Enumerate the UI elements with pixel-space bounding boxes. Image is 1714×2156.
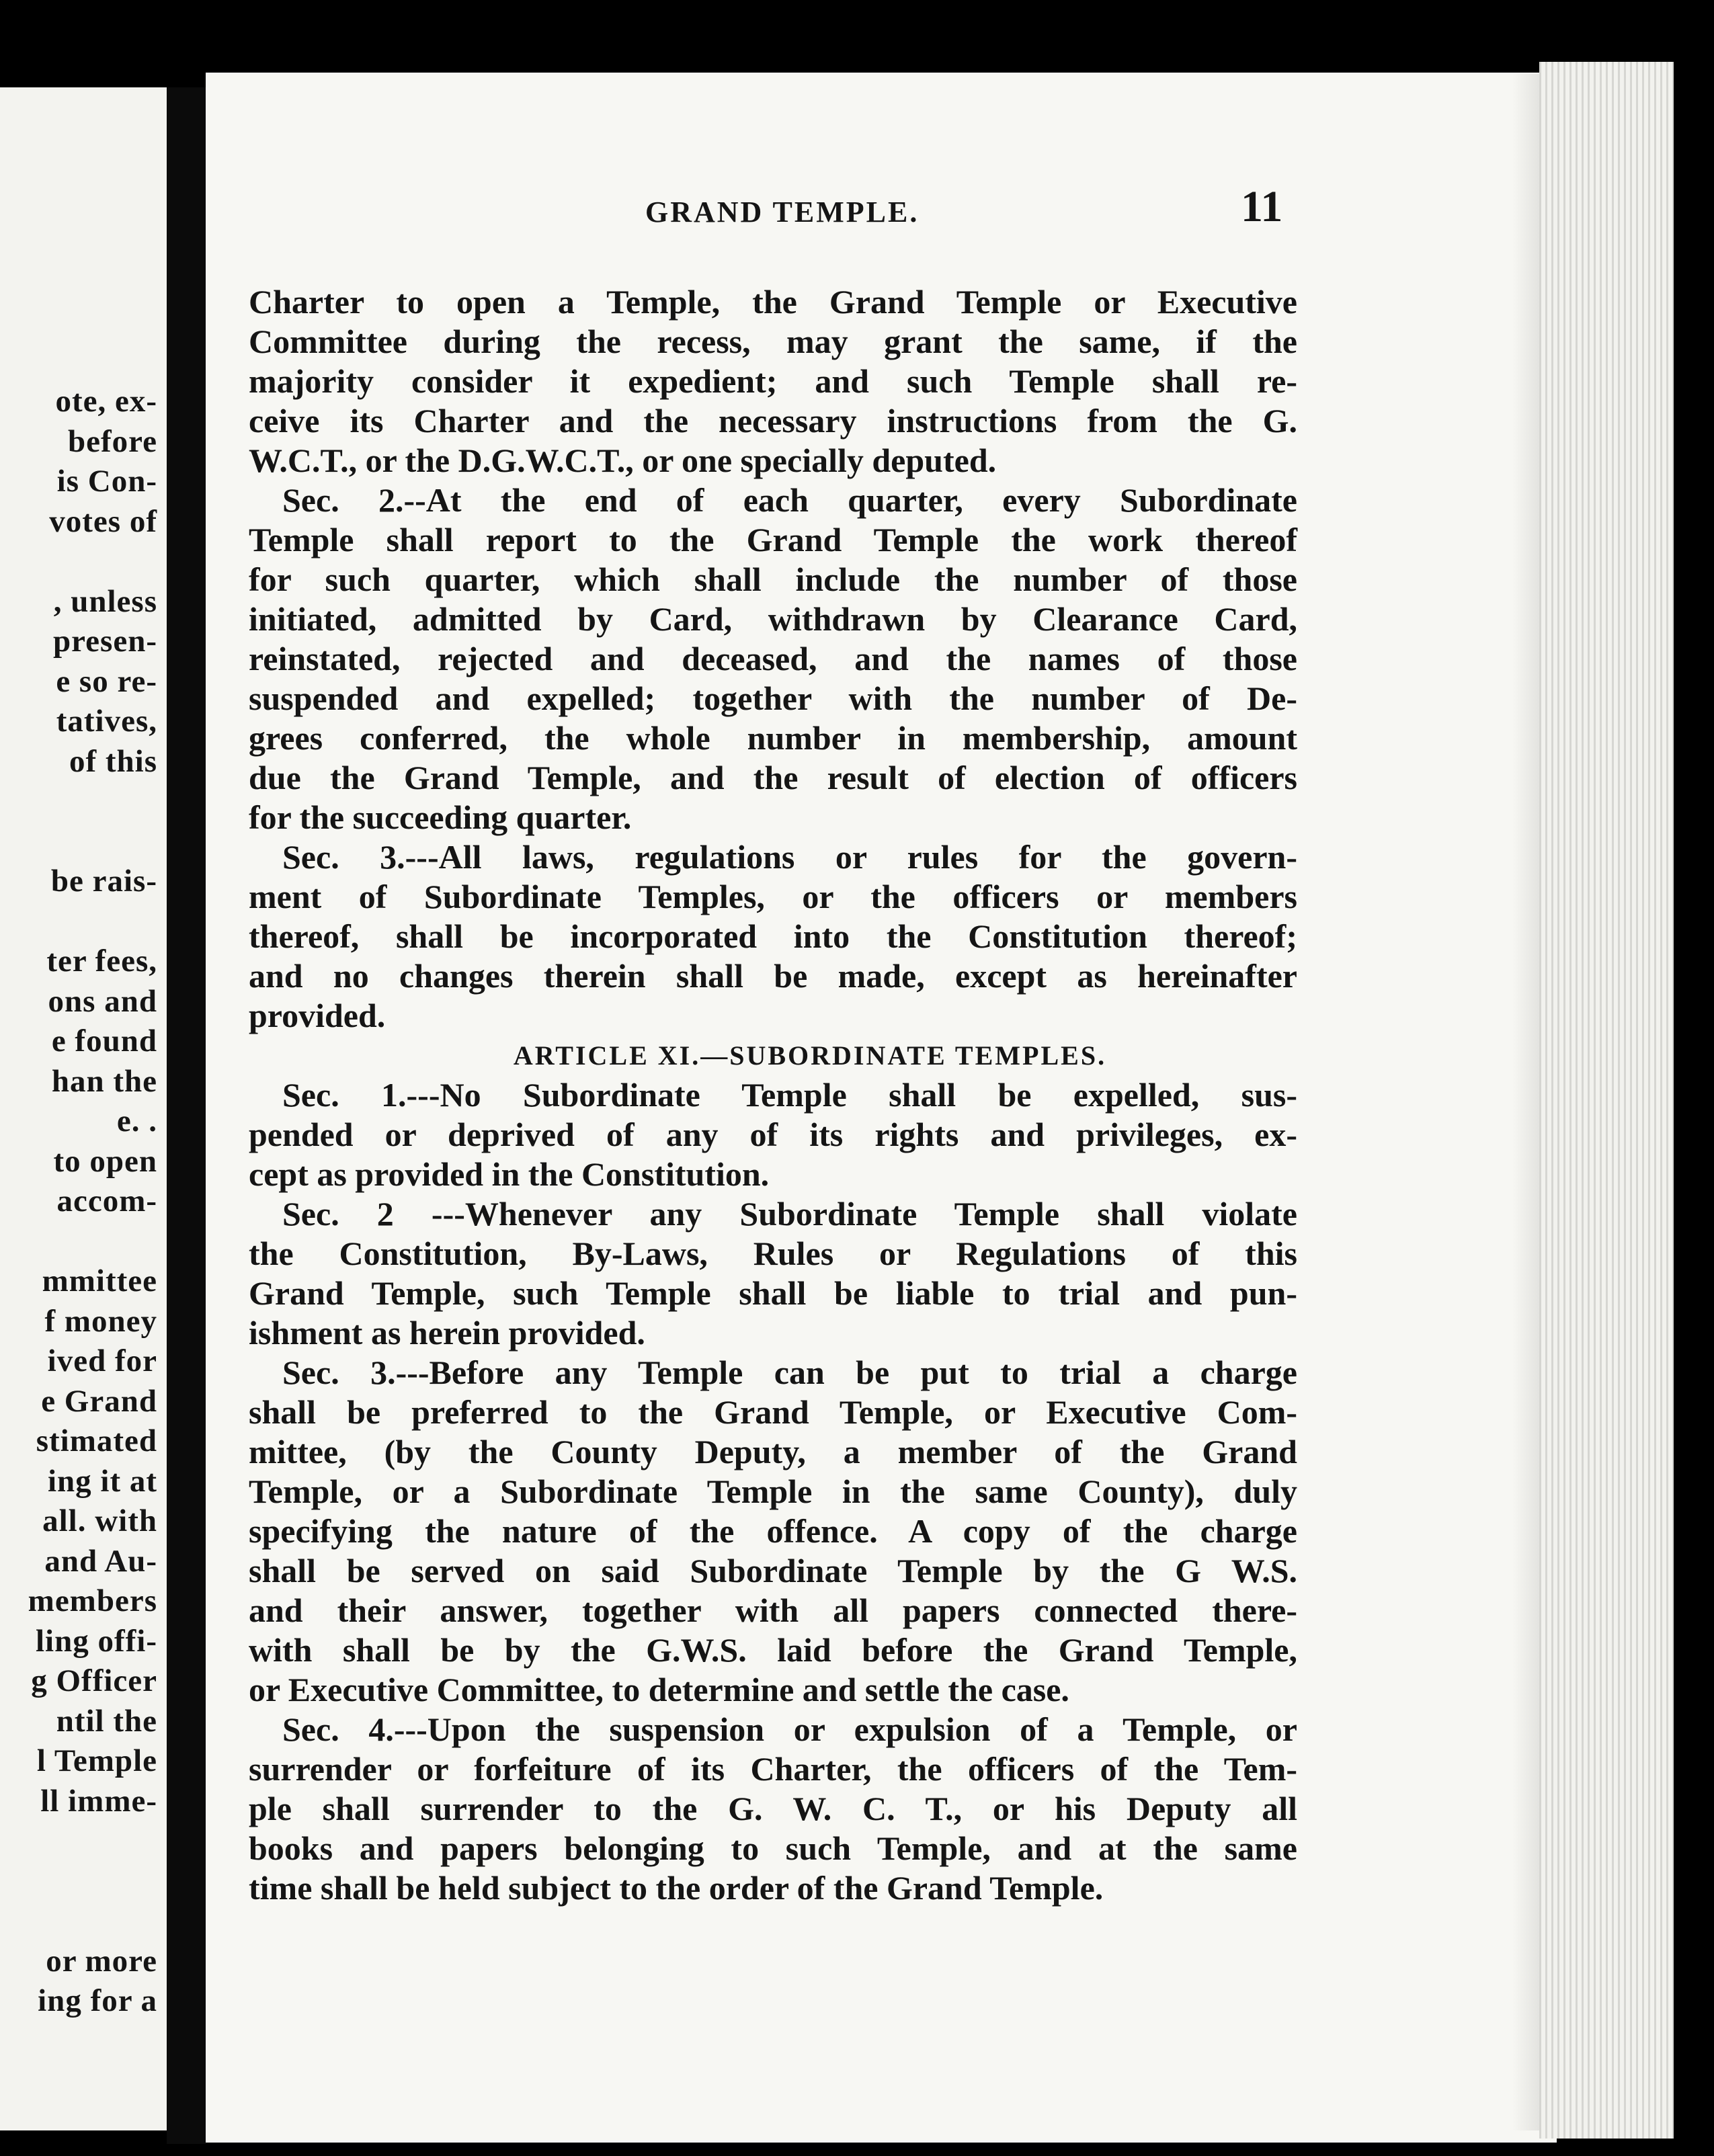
facing-page-line: members [28,1583,157,1618]
text-line: grees conferred, the whole number in membership, amount [249,719,1297,757]
facing-page-line: stimated [36,1423,157,1458]
text-line: majority consider it expedient; and such Temple shall re- [249,362,1297,400]
text-line: Temple shall report to the Grand Temple the work thereof [249,521,1297,558]
facing-page [0,87,167,2130]
text-line: specifying the nature of the offence. A copy of the charge [249,1512,1297,1550]
running-head: GRAND TEMPLE. [645,196,920,229]
facing-page-line: be rais- [50,864,157,899]
text-line: or Executive Committee, to determine and settle the case. [249,1671,1069,1708]
text-line: for such quarter, which shall include the number of those [249,561,1297,598]
text-line: Temple, or a Subordinate Temple in the same County), duly [249,1473,1297,1510]
page-edges [1539,62,1674,2139]
facing-page-line: han the [51,1063,157,1099]
facing-page-line: ons and [48,983,157,1019]
facing-page-line: ling offi- [35,1623,157,1659]
text-line: W.C.T., or the D.G.W.C.T., or one specially deputed. [249,442,997,479]
text-line: and no changes therein shall be made, except as hereinafter [249,957,1297,995]
book-gutter [167,87,206,2144]
facing-page-line: ll imme- [40,1783,157,1819]
facing-page-line: ing for a [38,1983,157,2018]
text-line: Sec. 1.---No Subordinate Temple shall be expelled, sus- [282,1076,1297,1114]
facing-page-line: e. . [116,1104,157,1138]
page-body-text [249,282,1297,1908]
text-line: Grand Temple, such Temple shall be liable to trial and pun- [249,1274,1297,1312]
article-heading: ARTICLE XI.—SUBORDINATE TEMPLES. [513,1040,1107,1071]
text-line: ishment as herein provided. [249,1314,645,1352]
page-number: 11 [1241,182,1283,231]
facing-page-line: ing it at [47,1463,157,1499]
text-line: cept as provided in the Constitution. [249,1155,770,1193]
facing-page-line: e so re- [56,663,157,699]
text-line: Sec. 2.--At the end of each quarter, every Subordinate [282,481,1297,519]
text-line: provided. [249,997,386,1034]
facing-page-line: before [67,423,157,459]
facing-page-line: presen- [53,624,157,659]
text-line: Sec. 2 ---Whenever any Subordinate Temple shall violate [282,1195,1297,1233]
facing-page-line: e Grand [41,1383,157,1419]
text-line: shall be preferred to the Grand Temple, or Executive Com- [249,1393,1297,1431]
facing-page-line: all. with [42,1503,157,1538]
facing-page-line: and Au- [44,1543,157,1579]
text-line: Sec. 3.---Before any Temple can be put to trial a charge [282,1354,1297,1391]
facing-page-line: accom- [56,1184,157,1218]
text-line: books and papers belonging to such Temple, and at the same [249,1829,1297,1867]
text-line: surrender or forfeiture of its Charter, the officers of the Tem- [249,1750,1297,1788]
text-line: Committee during the recess, may grant the same, if the [249,323,1297,360]
text-line: reinstated, rejected and deceased, and the names of those [249,640,1297,677]
facing-page-line: ote, ex- [55,384,157,419]
text-line: and their answer, together with all papers connected there- [249,1591,1297,1629]
text-line: for the succeeding quarter. [249,798,632,836]
facing-page-line: f money [44,1303,157,1339]
facing-page-line: , unless [53,583,157,619]
text-line: ment of Subordinate Temples, or the officers or members [249,878,1297,915]
text-line: pended or deprived of any of its rights and privileges, ex- [249,1116,1297,1153]
facing-page-line: votes of [49,503,157,539]
facing-page-line: ived for [47,1343,157,1378]
text-line: ceive its Charter and the necessary instructions from the G. [249,402,1297,440]
text-line: due the Grand Temple, and the result of election of officers [249,759,1297,796]
text-line: thereof, shall be incorporated into the Constitution thereof; [249,917,1297,955]
facing-page-line: mmittee [42,1263,157,1298]
text-line: shall be served on said Subordinate Temple by the G W.S. [249,1552,1297,1589]
facing-page-line: ntil the [56,1703,157,1739]
facing-page-line: is Con- [56,464,157,499]
text-line: mittee, (by the County Deputy, a member of the Grand [249,1433,1297,1470]
facing-page-line: tatives, [56,704,157,739]
text-line: with shall be by the G.W.S. laid before the Grand Temple, [249,1631,1297,1669]
text-line: suspended and expelled; together with the number of De- [249,679,1297,717]
facing-page-line: e found [51,1024,157,1059]
text-line: time shall be held subject to the order of the Grand Temple. [249,1869,1104,1907]
facing-page-line: of this [69,743,157,779]
text-line: initiated, admitted by Card, withdrawn by Clearance Card, [249,600,1297,638]
facing-page-line: l Temple [36,1743,157,1778]
text-line: Sec. 3.---All laws, regulations or rules for the govern- [282,838,1297,876]
text-line: ple shall surrender to the G. W. C. T., or his Deputy all [249,1790,1297,1827]
facing-page-line: ter fees, [46,944,157,979]
facing-page-line: g Officer [31,1663,157,1698]
facing-page-line: to open [53,1143,157,1179]
facing-page-line: or more [46,1943,157,1979]
text-line: the Constitution, By-Laws, Rules or Regulations of this [249,1235,1297,1272]
text-line: Charter to open a Temple, the Grand Temple or Executive [249,283,1297,321]
text-line: Sec. 4.---Upon the suspension or expulsion of a Temple, or [282,1710,1297,1748]
